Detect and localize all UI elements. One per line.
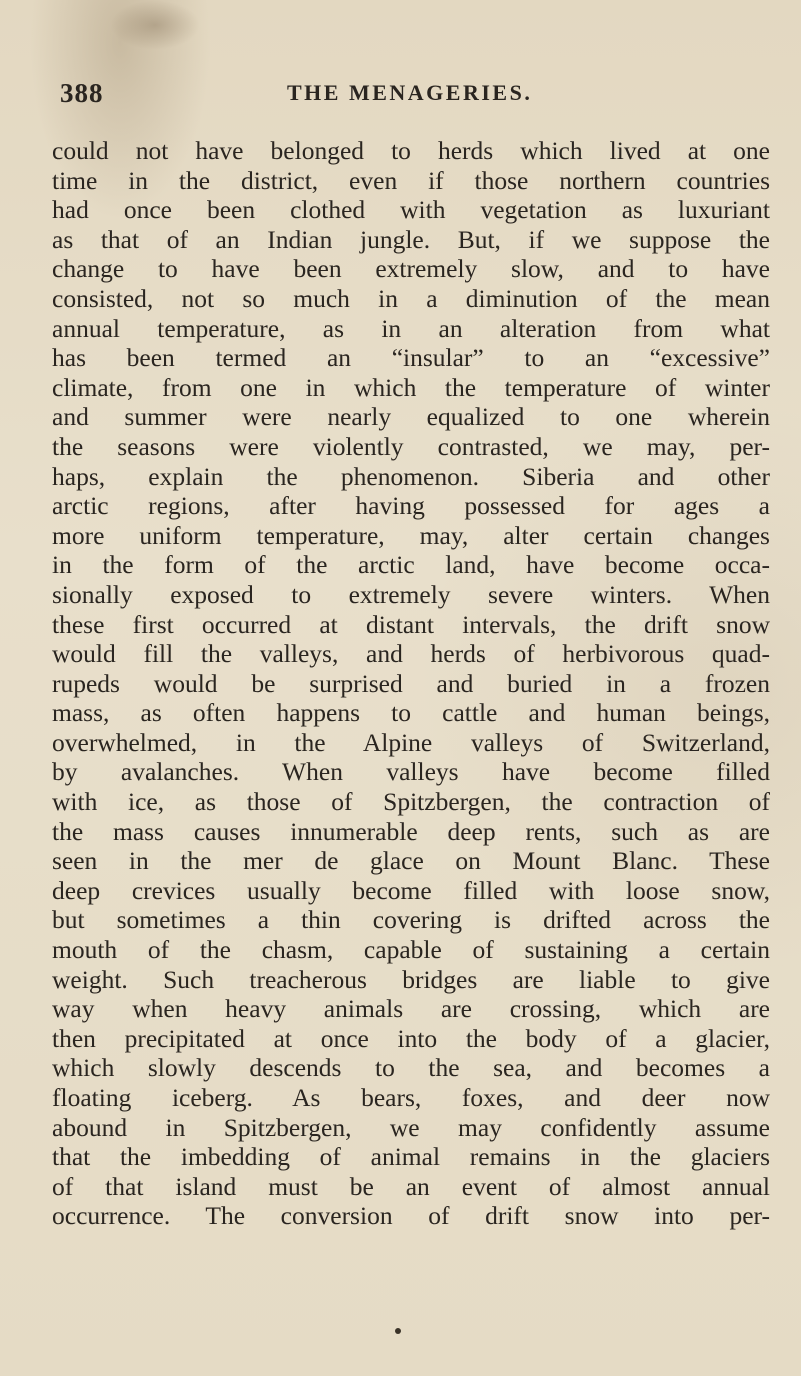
text-line: more uniform temperature, may, alter certain changes [52,520,770,550]
text-line: deep crevices usually become filled with loose snow, [52,875,770,905]
page-number: 388 [60,78,104,108]
text-line: could not have belonged to herds which lived at one [52,136,770,165]
text-line: by avalanches. When valleys have become filled [52,757,770,787]
text-line: had once been clothed with vegetation as luxuriant [52,195,770,225]
text-line: that the imbedding of animal remains in the glaciers [52,1142,770,1172]
text-line: mouth of the chasm, capable of sustaining a certain [52,935,770,965]
text-line: of that island must be an event of almost annual [52,1171,770,1201]
running-head: THE MENAGERIES. [287,80,533,105]
text-line: climate, from one in which the temperature of winter [52,372,770,402]
text-line: which slowly descends to the sea, and becomes a [52,1053,770,1083]
text-line: consisted, not so much in a diminution of the mean [52,283,770,313]
text-line: haps, explain the phenomenon. Siberia and other [52,461,770,491]
text-line: change to have been extremely slow, and to have [52,254,770,284]
text-line: as that of an Indian jungle. But, if we suppose the [52,224,770,254]
text-line: then precipitated at once into the body of a glacier, [52,1023,770,1053]
text-line: sionally exposed to extremely severe winters. When [52,579,770,609]
ink-dot [395,1328,401,1334]
text-line: has been termed an “insular” to an “excessive” [52,343,770,373]
text-line: floating iceberg. As bears, foxes, and deer now [52,1083,770,1112]
body-text [52,136,770,1231]
paper-stain [110,0,200,50]
text-line: with ice, as those of Spitzbergen, the contraction of [52,787,770,817]
text-line: occurrence. The conversion of drift snow into per- [52,1201,770,1231]
text-line: way when heavy animals are crossing, which are [52,994,770,1024]
text-line: abound in Spitzbergen, we may confidently assume [52,1112,770,1142]
text-line: would fill the valleys, and herds of herbivorous quad- [52,639,770,669]
text-line: weight. Such treacherous bridges are liable to give [52,964,770,994]
text-line: mass, as often happens to cattle and human beings, [52,698,770,728]
text-line: seen in the mer de glace on Mount Blanc. These [52,846,770,876]
text-line: the mass causes innumerable deep rents, such as are [52,816,770,846]
text-line: these first occurred at distant intervals, the drift snow [52,609,770,639]
text-line: arctic regions, after having possessed for ages a [52,491,770,521]
text-line: the seasons were violently contrasted, we may, per- [52,431,770,461]
text-line: rupeds would be surprised and buried in a frozen [52,668,770,698]
page-header [60,78,760,108]
text-line: time in the district, even if those northern countries [52,165,770,195]
text-line: overwhelmed, in the Alpine valleys of Switzerland, [52,727,770,757]
text-line: and summer were nearly equalized to one wherein [52,402,770,432]
text-line: in the form of the arctic land, have become occa- [52,550,770,580]
text-line: annual temperature, as in an alteration from what [52,313,770,343]
text-line: but sometimes a thin covering is drifted across the [52,905,770,935]
